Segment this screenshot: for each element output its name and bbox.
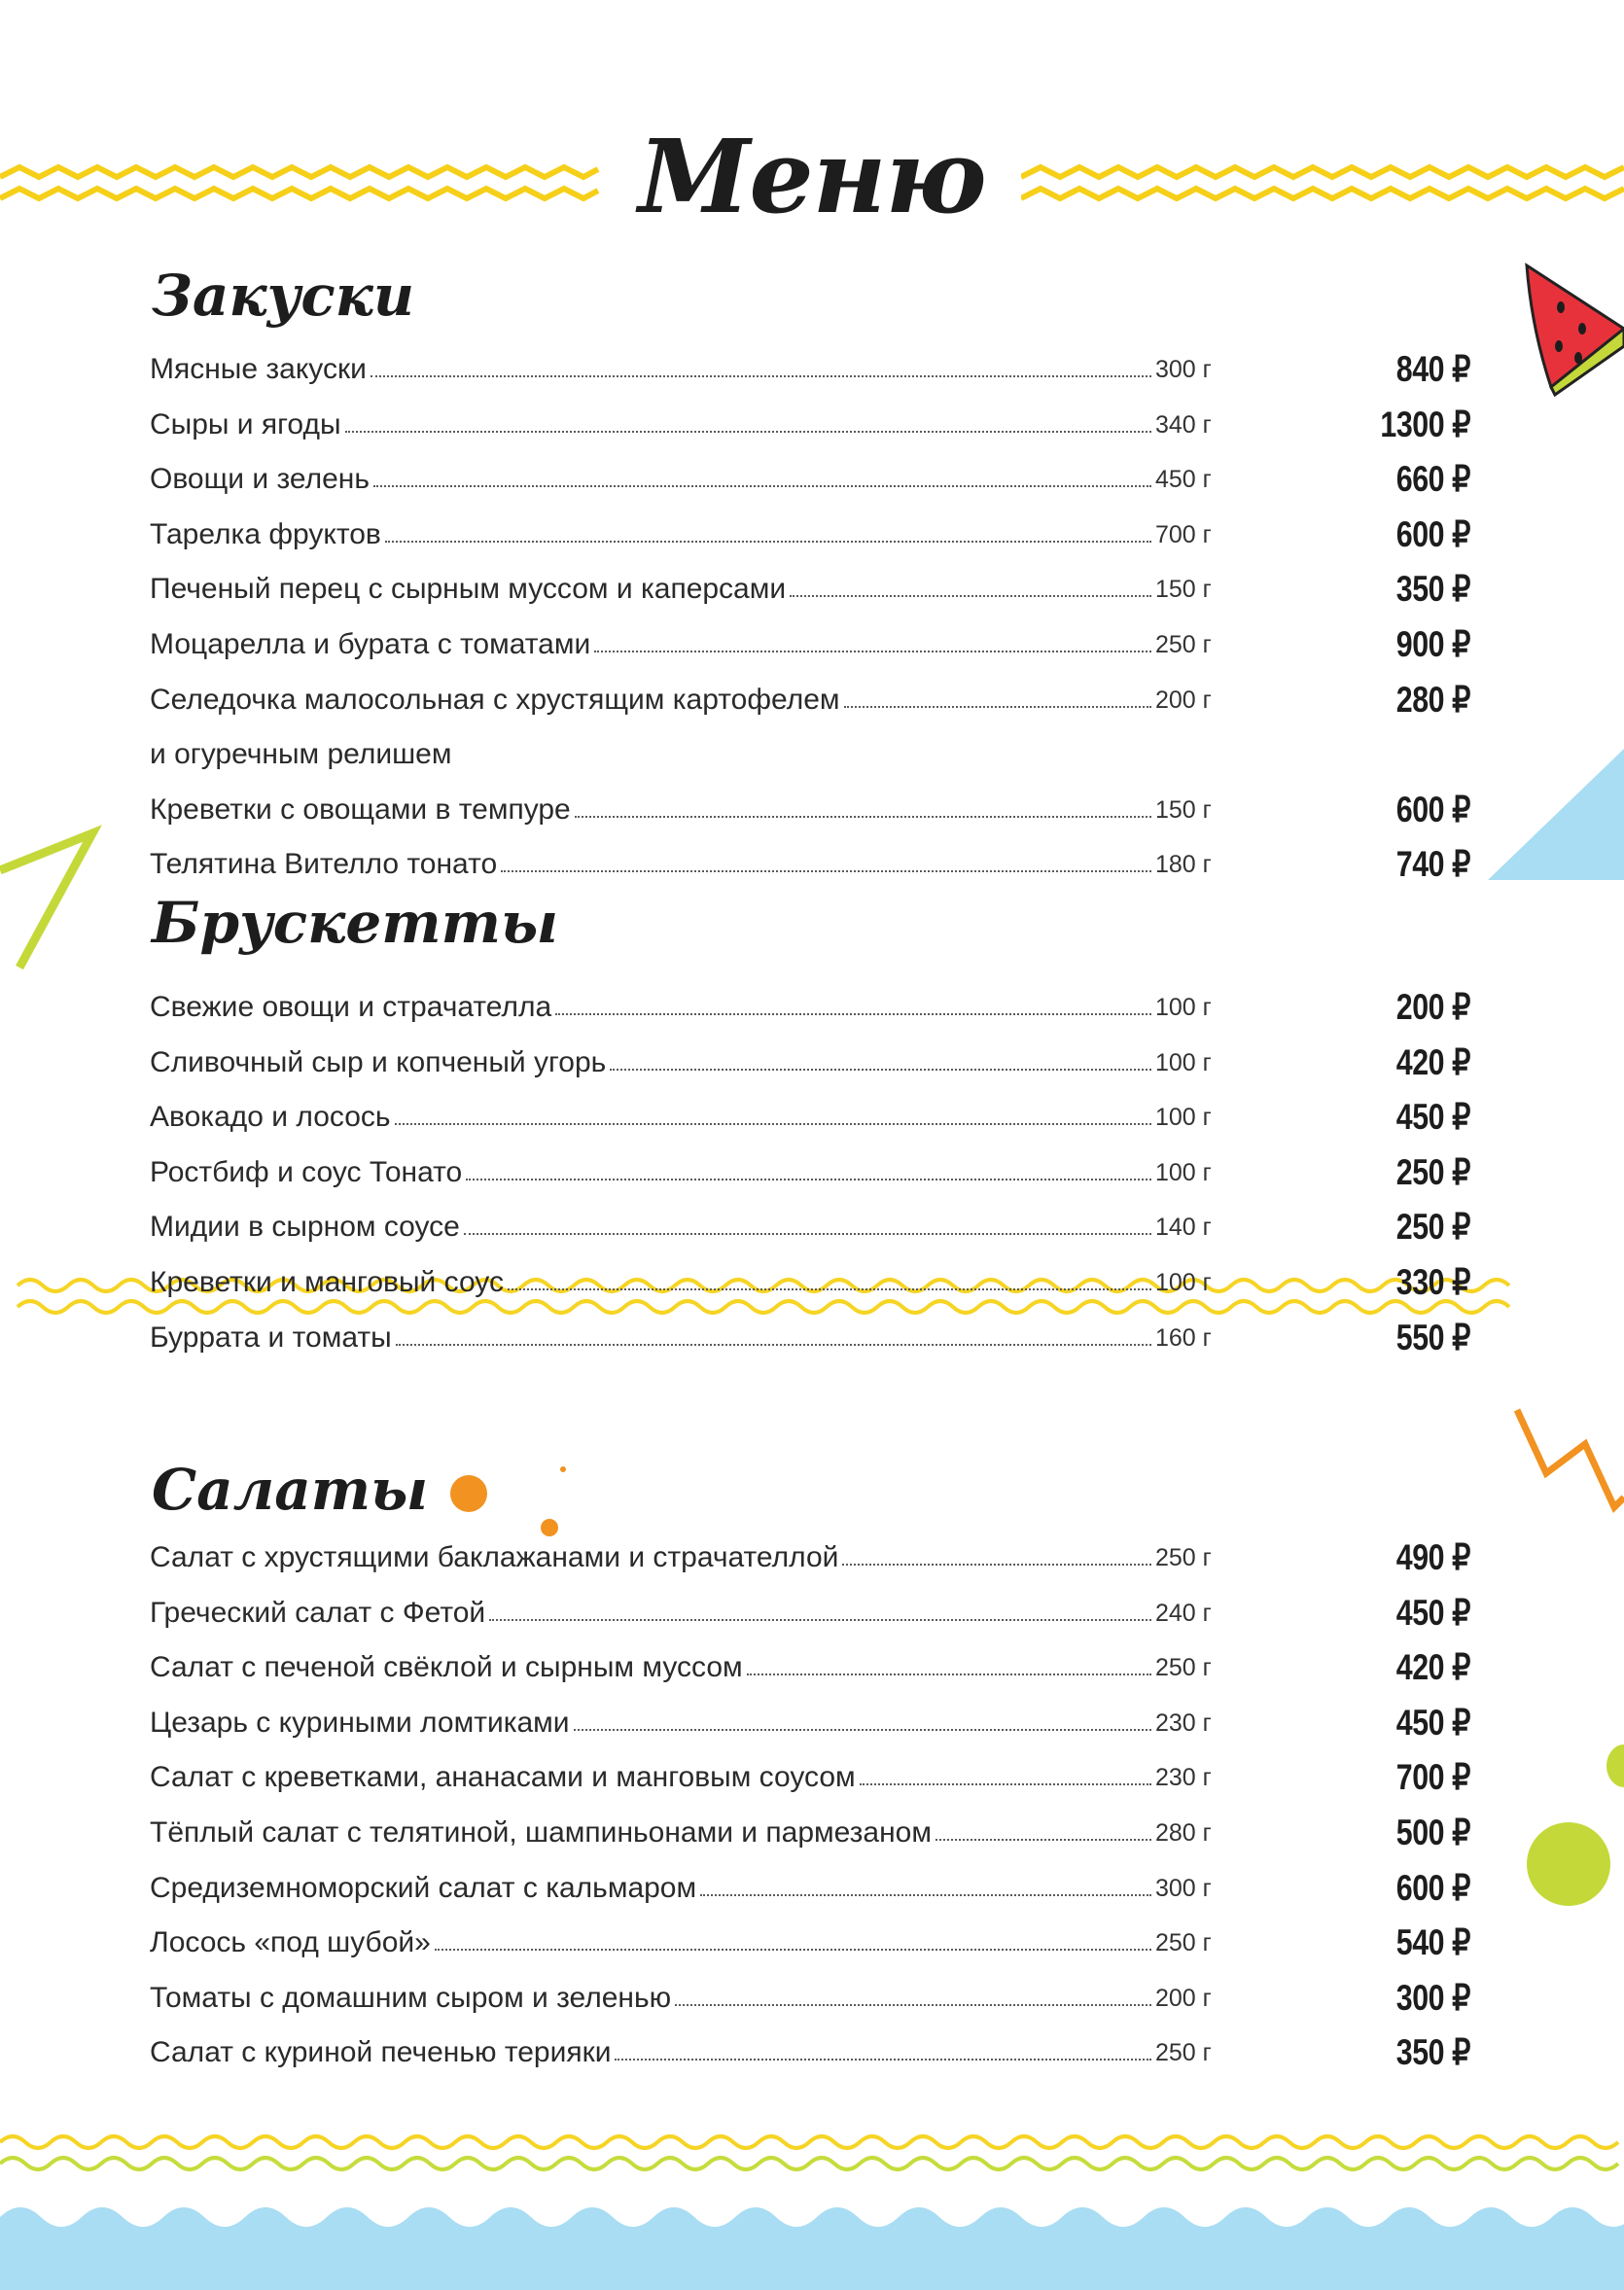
menu-item-row	[150, 980, 1470, 1036]
menu-item-name-text: Салат с креветками, ананасами и манговым соусом	[150, 1761, 856, 1794]
menu-item-name	[150, 562, 1151, 617]
menu-item-name-text: Лосось «под шубой»	[150, 1926, 431, 1959]
menu-item-weight: 230 г	[1155, 1709, 1212, 1737]
blue-triangle-icon	[1488, 749, 1624, 885]
menu-item-row	[150, 2026, 1470, 2081]
menu-item-name	[150, 617, 1151, 673]
menu-item-price: 900 ₽	[1395, 623, 1470, 664]
menu-item-name-text: Томаты с домашним сыром и зеленью	[150, 1981, 672, 2014]
menu-item-weight: 100 г	[1155, 1104, 1212, 1132]
menu-item-price: 1300 ₽	[1380, 404, 1470, 444]
menu-item-weight: 250 г	[1155, 1544, 1212, 1571]
menu-item-weight: 160 г	[1155, 1323, 1212, 1352]
menu-item-weight: 200 г	[1155, 1984, 1212, 2012]
menu-item-weight: 240 г	[1155, 1599, 1212, 1627]
menu-item-name-text: Печеный перец с сырным муссом и каперсами	[150, 573, 787, 606]
menu-item-weight: 280 г	[1155, 1818, 1212, 1847]
menu-item-price: 500 ₽	[1395, 1812, 1470, 1852]
menu-item-price: 330 ₽	[1395, 1261, 1470, 1302]
menu-item-name	[150, 1806, 1151, 1861]
menu-item-row	[150, 1311, 1470, 1366]
menu-item-price: 350 ₽	[1395, 2032, 1470, 2073]
page-title: Меню	[638, 117, 986, 236]
menu-item-weight: 100 г	[1155, 1158, 1212, 1186]
menu-item-name	[150, 2026, 1151, 2081]
menu-item-name	[150, 837, 1151, 893]
menu-item-name-line2: и огуречным релишем	[150, 738, 452, 771]
menu-item-name	[150, 1696, 1151, 1751]
menu-item-row	[150, 1640, 1470, 1696]
menu-item-price: 200 ₽	[1395, 987, 1470, 1027]
menu-item-row	[150, 342, 1470, 398]
menu-item-weight: 100 г	[1155, 1268, 1212, 1296]
menu-item-price: 280 ₽	[1395, 679, 1470, 720]
menu-item-name	[150, 1916, 1151, 1971]
menu-item-name-text: Мясные закуски	[150, 353, 367, 385]
menu-item-weight: 200 г	[1155, 686, 1212, 714]
menu-item-name-text: Буррата и томаты	[150, 1321, 392, 1354]
menu-item-price: 250 ₽	[1395, 1151, 1470, 1192]
menu-item-price: 450 ₽	[1395, 1592, 1470, 1633]
bottom-wavy-lines	[0, 2125, 1624, 2183]
orange-dot-icon	[450, 1475, 487, 1512]
menu-list-zakuski	[150, 342, 1470, 893]
menu-item-name	[150, 1090, 1151, 1145]
menu-item-price: 490 ₽	[1395, 1537, 1470, 1577]
menu-item-name	[150, 980, 1151, 1036]
menu-item-price: 660 ₽	[1395, 459, 1470, 500]
menu-item-row	[150, 617, 1470, 673]
menu-item-row	[150, 398, 1470, 453]
menu-item-row	[150, 1971, 1470, 2026]
menu-item-name	[150, 1145, 1151, 1201]
menu-item-price: 700 ₽	[1395, 1757, 1470, 1798]
menu-item-name	[150, 1200, 1151, 1255]
menu-item-name-text: Цезарь с куриными ломтиками	[150, 1706, 570, 1739]
menu-item-name	[150, 398, 1151, 453]
menu-item-row	[150, 673, 1470, 783]
menu-item-name-text: Греческий салат с Фетой	[150, 1596, 486, 1629]
menu-item-weight: 250 г	[1155, 1929, 1212, 1957]
menu-item-name	[150, 508, 1151, 563]
menu-item-name	[150, 1311, 1151, 1366]
menu-item-row	[150, 1036, 1470, 1091]
lime-zigzag-icon	[0, 822, 107, 977]
menu-item-name-text: Тёплый салат с телятиной, шампиньонами и пармезаном	[150, 1815, 932, 1849]
menu-item-price: 600 ₽	[1395, 1867, 1470, 1908]
menu-item-name-text: Моцарелла и бурата с томатами	[150, 627, 591, 660]
menu-item-name-text: Тарелка фруктов	[150, 517, 381, 550]
menu-item-row	[150, 1861, 1470, 1917]
bottom-blue-wave	[0, 2188, 1624, 2290]
menu-item-row	[150, 562, 1470, 617]
menu-item-row	[150, 508, 1470, 563]
menu-item-name-text: Авокадо и лосось	[150, 1101, 391, 1134]
menu-item-price: 450 ₽	[1395, 1097, 1470, 1138]
menu-item-name-text: Креветки с овощами в темпуре	[150, 793, 571, 826]
menu-item-row	[150, 1255, 1470, 1311]
menu-item-price: 540 ₽	[1395, 1922, 1470, 1963]
menu-item-name-text: Овощи и зелень	[150, 463, 370, 496]
menu-item-price: 600 ₽	[1395, 789, 1470, 829]
lime-circle-icon	[1527, 1822, 1610, 1906]
menu-item-name-text: Креветки и манговый соус	[150, 1265, 504, 1298]
menu-list-salads	[150, 1531, 1470, 2081]
menu-item-price: 740 ₽	[1395, 844, 1470, 885]
menu-item-name	[150, 1971, 1151, 2026]
menu-item-price: 300 ₽	[1395, 1977, 1470, 2018]
menu-item-name-text: Сыры и ягоды	[150, 407, 341, 440]
menu-item-name-text: Ростбиф и соус Тонато	[150, 1155, 463, 1188]
menu-item-name	[150, 342, 1151, 398]
menu-item-row	[150, 452, 1470, 508]
menu-item-row	[150, 1531, 1470, 1586]
menu-item-row	[150, 1696, 1470, 1751]
menu-item-price: 840 ₽	[1395, 349, 1470, 389]
menu-item-row	[150, 1586, 1470, 1641]
menu-item-weight: 300 г	[1155, 356, 1212, 383]
menu-item-row	[150, 1200, 1470, 1255]
menu-item-name-text: Селедочка малосольная с хрустящим картофелем	[150, 683, 840, 716]
menu-item-name-text: Салат с печеной свёклой и сырным муссом	[150, 1651, 743, 1684]
menu-item-price: 250 ₽	[1395, 1207, 1470, 1248]
menu-item-price: 450 ₽	[1395, 1702, 1470, 1743]
menu-item-name	[150, 783, 1151, 838]
menu-item-weight: 340 г	[1155, 410, 1212, 439]
menu-item-name-text: Свежие овощи и страчателла	[150, 991, 552, 1023]
menu-item-price: 350 ₽	[1395, 569, 1470, 610]
menu-item-name	[150, 1531, 1151, 1586]
menu-item-weight: 180 г	[1155, 851, 1212, 879]
menu-item-weight: 230 г	[1155, 1764, 1212, 1792]
menu-item-row	[150, 783, 1470, 838]
menu-item-weight: 100 г	[1155, 994, 1212, 1021]
menu-item-name-text: Салат с хрустящими баклажанами и страчателлой	[150, 1541, 839, 1573]
menu-item-row	[150, 1916, 1470, 1971]
menu-item-weight: 450 г	[1155, 466, 1212, 494]
menu-item-row	[150, 1090, 1470, 1145]
menu-item-name	[150, 1255, 1151, 1311]
menu-item-weight: 150 г	[1155, 576, 1212, 604]
orange-zigzag-icon	[1507, 1400, 1624, 1527]
menu-item-weight: 250 г	[1155, 1654, 1212, 1682]
menu-item-name-text: Телятина Вителло тонато	[150, 848, 498, 881]
menu-item-name	[150, 1036, 1151, 1091]
lime-circle-icon	[1606, 1744, 1624, 1787]
menu-item-price: 600 ₽	[1395, 513, 1470, 554]
menu-item-weight: 250 г	[1155, 2039, 1212, 2067]
menu-item-row	[150, 837, 1470, 893]
menu-item-name	[150, 1861, 1151, 1917]
menu-item-price: 550 ₽	[1395, 1317, 1470, 1357]
menu-item-weight: 150 г	[1155, 795, 1212, 824]
menu-item-name	[150, 1586, 1151, 1641]
menu-item-price: 420 ₽	[1395, 1647, 1470, 1688]
section-title-zakuski: Закуски	[152, 263, 415, 329]
menu-item-weight: 300 г	[1155, 1874, 1212, 1902]
menu-item-name	[150, 1640, 1151, 1696]
menu-item-row	[150, 1750, 1470, 1806]
menu-item-weight: 140 г	[1155, 1214, 1212, 1242]
menu-list-bruschetta	[150, 980, 1470, 1365]
menu-item-row	[150, 1145, 1470, 1201]
section-title-bruschetta: Брускетты	[152, 890, 559, 956]
menu-item-name-text: Сливочный сыр и копченый угорь	[150, 1045, 607, 1078]
menu-item-price: 420 ₽	[1395, 1041, 1470, 1082]
watermelon-slice-icon	[1522, 261, 1624, 397]
menu-item-row	[150, 1806, 1470, 1861]
section-title-salads: Салаты	[152, 1457, 429, 1523]
menu-item-name-text: Средиземноморский салат с кальмаром	[150, 1871, 697, 1904]
menu-item-name	[150, 452, 1151, 508]
menu-item-name-text: Салат с куриной печенью терияки	[150, 2036, 612, 2069]
orange-dot-icon	[560, 1466, 566, 1472]
menu-item-name	[150, 673, 1025, 783]
menu-item-name	[150, 1750, 1151, 1806]
menu-item-name-text: Мидии в сырном соусе	[150, 1211, 460, 1244]
menu-item-weight: 250 г	[1155, 630, 1212, 658]
menu-item-weight: 100 г	[1155, 1048, 1212, 1076]
menu-item-weight: 700 г	[1155, 520, 1212, 548]
